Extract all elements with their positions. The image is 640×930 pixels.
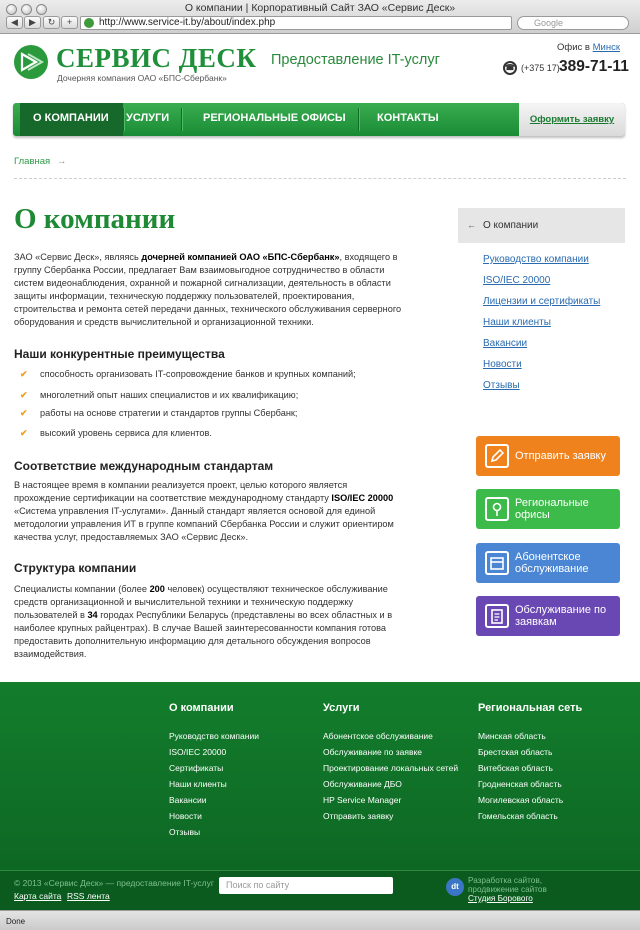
footer-heading-services: Услуги xyxy=(323,702,360,714)
standards-paragraph: В настоящее время в компании реализуется проект, целью которого является прохождение сертификации на соответствие международному стандарту ISO/IEC 20000 «Система управления IT-услугами». Данный стандарт является основой для единой методологии управления ИТ в группе компаний Сбербанка России и служит ориентиром качества услуг, предоставляемых ЗАО «Сервис Деск». xyxy=(14,480,394,542)
sidebar-active-label: О компании xyxy=(483,220,539,231)
logo-icon[interactable] xyxy=(14,45,48,79)
structure-heading: Структура компании xyxy=(14,561,137,575)
address-text: http://www.service-it.by/about/index.php xyxy=(99,17,276,28)
forward-button[interactable]: ▶ xyxy=(24,16,41,29)
footer-link[interactable]: Минская область xyxy=(478,731,546,741)
request-service-button[interactable] xyxy=(476,596,620,636)
button-label: Абонентское обслуживание xyxy=(515,551,589,575)
footer-link[interactable]: Руководство компании xyxy=(169,731,259,741)
tagline: Предоставление IT-услуг xyxy=(271,52,440,68)
rss-link[interactable]: RSS лента xyxy=(67,891,110,901)
page-title: О компании xyxy=(14,203,176,235)
breadcrumb-arrow: → xyxy=(56,156,67,167)
footer-link[interactable]: Витебская область xyxy=(478,763,553,773)
nav-about[interactable]: О КОМПАНИИ xyxy=(33,112,109,124)
nav-divider xyxy=(358,108,359,131)
nav-divider xyxy=(181,108,182,131)
list-item: ✔ способность организовать IT-сопровождение банков и крупных компаний; xyxy=(20,369,356,379)
footer-link[interactable]: Сертификаты xyxy=(169,763,224,773)
developer-credit: Разработка сайтов, продвижение сайтов Студия Борового xyxy=(468,876,547,903)
subscription-service-button[interactable] xyxy=(476,543,620,583)
footer-heading-about: О компании xyxy=(169,702,234,714)
footer-link[interactable]: Вакансии xyxy=(169,795,207,805)
button-label: Обслуживание по заявкам xyxy=(515,604,607,628)
footer-link[interactable]: HP Service Manager xyxy=(323,795,402,805)
divider xyxy=(14,178,626,179)
order-request-link[interactable]: Оформить заявку xyxy=(519,103,625,136)
office-line xyxy=(557,42,620,53)
office-prefix: Офис в xyxy=(557,42,590,53)
sidebar-item-iso[interactable]: ISO/IEC 20000 xyxy=(483,275,551,286)
phone-icon: ☎ xyxy=(503,61,517,75)
regional-offices-button[interactable] xyxy=(476,489,620,529)
browser-search-input[interactable]: Google xyxy=(517,16,629,30)
add-bookmark-button[interactable]: + xyxy=(61,16,78,29)
sidebar-item-management[interactable]: Руководство компании xyxy=(483,254,589,265)
phone-code: (+375 17) xyxy=(521,63,560,73)
list-item: ✔ работы на основе стратегии и стандартов группы Сбербанк; xyxy=(20,408,298,418)
list-item: ✔ многолетний опыт наших специалистов и их квалификацию; xyxy=(20,390,299,400)
pencil-icon xyxy=(485,444,509,468)
sidebar-item-licenses[interactable]: Лицензии и сертификаты xyxy=(483,296,601,307)
browser-status-bar: Done xyxy=(0,910,640,930)
reload-icon[interactable]: ↻ xyxy=(43,16,60,29)
site-favicon-icon xyxy=(84,18,94,28)
browser-chrome xyxy=(0,0,640,34)
footer-link[interactable]: Брестская область xyxy=(478,747,553,757)
calendar-icon xyxy=(485,551,509,575)
footer-link[interactable]: Абонентское обслуживание xyxy=(323,731,433,741)
standards-heading: Соответствие международным стандартам xyxy=(14,459,274,473)
back-button[interactable]: ◀ xyxy=(6,16,23,29)
address-bar[interactable] xyxy=(80,16,512,30)
footer-link[interactable]: Наши клиенты xyxy=(169,779,227,789)
window-title: О компании | Корпоративный Сайт ЗАО «Сервис Деск» xyxy=(184,2,456,14)
logo-name[interactable]: СЕРВИС ДЕСК xyxy=(56,43,257,73)
sidebar-item-vacancies[interactable]: Вакансии xyxy=(483,338,528,349)
footer-link[interactable]: Отзывы xyxy=(169,827,201,837)
checkmark-icon: ✔ xyxy=(20,408,28,418)
footer-link[interactable]: Отправить заявку xyxy=(323,811,394,821)
checkmark-icon: ✔ xyxy=(20,428,28,438)
nav-contacts[interactable]: КОНТАКТЫ xyxy=(377,112,439,124)
breadcrumb-home[interactable]: Главная xyxy=(14,156,51,167)
footer-link[interactable]: ISO/IEC 20000 xyxy=(169,747,227,757)
nav-services[interactable]: УСЛУГИ xyxy=(126,112,170,124)
advantages-heading: Наши конкурентные преимущества xyxy=(14,347,225,361)
nav-regional-offices[interactable]: РЕГИОНАЛЬНЫЕ ОФИСЫ xyxy=(203,112,346,124)
footer-link[interactable]: Могилевская область xyxy=(478,795,564,805)
footer-link[interactable]: Гомельская область xyxy=(478,811,558,821)
site-search-input[interactable]: Поиск по сайту xyxy=(219,877,393,894)
copyright: © 2013 «Сервис Деск» — предоставление IT-услуг xyxy=(14,878,214,888)
footer-link[interactable]: Обслуживание по заявке xyxy=(323,747,423,757)
footer-link[interactable]: Новости xyxy=(169,811,202,821)
sidebar-item-reviews[interactable]: Отзывы xyxy=(483,380,520,391)
map-pin-icon xyxy=(485,497,509,521)
checkmark-icon: ✔ xyxy=(20,369,28,379)
sitemap-link[interactable]: Карта сайта xyxy=(14,891,62,901)
structure-paragraph: Специалисты компании (более 200 человек) осуществляют техническое обслуживание средств организационной и вычислительной техники и техническую поддержку пользователей в 34 городах Республики Беларусь (представлены во всех областных и в наиболее крупных райцентрах). В случае Вашей заинтересованности компания готова предоставить дополнительную информацию для детального обсуждения вопросов взаимодействия. xyxy=(14,584,393,659)
arrow-left-icon: ← xyxy=(467,220,476,230)
list-item: ✔ высокий уровень сервиса для клиентов. xyxy=(20,428,212,438)
intro-paragraph: ЗАО «Сервис Деск», являясь дочерней компанией ОАО «БПС-Сбербанк», входящего в группу Сбербанка России, предлагает Вам взаимовыгодное сотрудничество в области систем видеонаблюдения, охранной и пожарной сигнализации, деятельность в области защиты информации, техническую поддержку пользователей, проектирования, строительства и ремонта сетей передачи данных, технического обслуживания серверного оборудования и средств вычислительной и организационной техники. xyxy=(14,252,402,327)
button-label: Региональные офисы xyxy=(515,497,589,521)
sidebar-item-clients[interactable]: Наши клиенты xyxy=(483,317,551,328)
developer-link[interactable]: Студия Борового xyxy=(468,894,533,903)
phone-number: 389-71-11 xyxy=(559,58,629,75)
footer-heading-regions: Региональная сеть xyxy=(478,702,583,714)
button-label: Отправить заявку xyxy=(515,450,606,462)
clipboard-icon xyxy=(485,604,509,628)
breadcrumb xyxy=(14,156,66,167)
sidebar-item-news[interactable]: Новости xyxy=(483,359,522,370)
developer-logo-icon[interactable]: dt xyxy=(446,878,464,896)
footer-link[interactable]: Проектирование локальных сетей xyxy=(323,763,459,773)
footer-link[interactable]: Гродненская область xyxy=(478,779,562,789)
send-request-button[interactable] xyxy=(476,436,620,476)
logo-subtitle: Дочерняя компания ОАО «БПС-Сбербанк» xyxy=(57,73,227,83)
nav-divider xyxy=(123,108,124,131)
footer-link[interactable]: Обслуживание ДБО xyxy=(323,779,402,789)
checkmark-icon: ✔ xyxy=(20,390,28,400)
office-city-link[interactable]: Минск xyxy=(592,42,620,53)
main-nav xyxy=(13,103,625,136)
